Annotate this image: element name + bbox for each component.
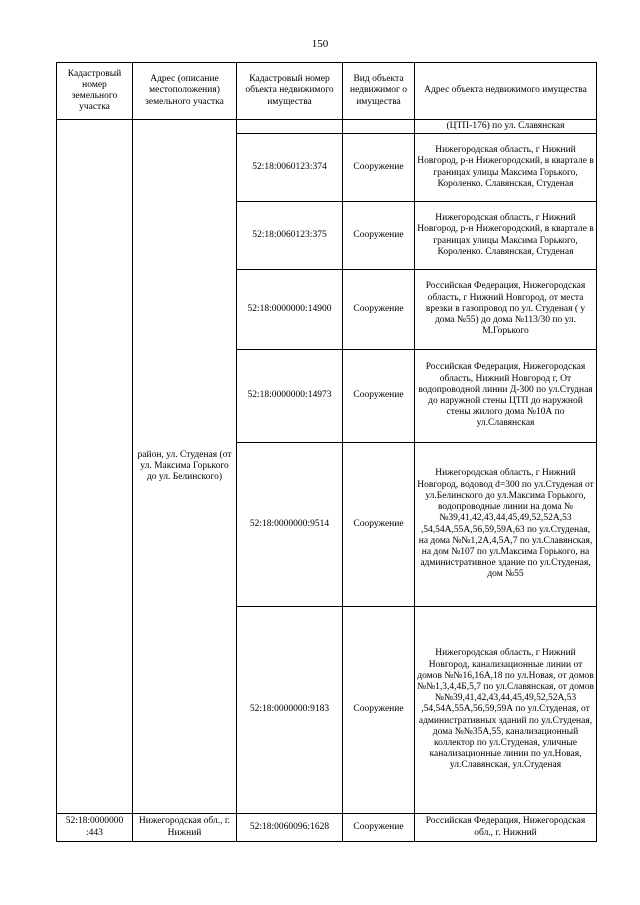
object-cadastral-cell <box>237 120 343 134</box>
object-address-cell: Российская Федерация, Нижегородская область, г Нижний Новгород, от места врезки в газопровод по ул. Студеная ( у дома №55) до дома №113/30 по ул. М.Горького <box>415 270 597 350</box>
object-type-cell: Сооружение <box>343 134 415 202</box>
header-object-cadastral: Кадастровый номер объекта недвижимого имущества <box>237 63 343 120</box>
object-address-cell: Нижегородская область, г Нижний Новгород, канализационные линии от домов №№16,16А,18 по ул.Новая, от домов №№1,3,4,4Б,5,7 по ул.Славянская, от домов №№39,41,42,43,44,45,49,52,52А,53 ,54,54А,55А,56,59,59А по ул.Студеная, от административных зданий по ул.Студеная, дома №№35А,55, канализационный коллектор по ул.Студеная, уличные канализационные линии по ул.Новая, ул.Славянская, ул.Студеная <box>415 607 597 814</box>
object-address-cell: Нижегородская область, г Нижний Новгород, р-н Нижегородский, в квартале в границах улицы Максима Горького, Короленко. Славянская, Студеная <box>415 202 597 270</box>
object-address-cell: Нижегородская область, г Нижний Новгород, водовод d=300 по ул.Студеная от ул.Белинского до ул.Максима Горького, водопроводные линии на дома №№39,41,42,43,44,45,49,52,52А,53 ,54,54А,55А,56,59,59А,63 по ул.Студеная, на дома №№1,2А,4,5А,7 по ул.Славянская, на дом №107 по ул.Максима Горького, на административное здание по ул.Студеная, дом №55 <box>415 443 597 607</box>
object-type-cell: Сооружение <box>343 202 415 270</box>
land-cadastral-cell <box>57 120 133 814</box>
object-cadastral-cell: 52:18:0000000:14900 <box>237 270 343 350</box>
object-type-cell: Сооружение <box>343 350 415 443</box>
object-cadastral-cell: 52:18:0060096:1628 <box>237 814 343 842</box>
object-type-cell: Сооружение <box>343 270 415 350</box>
object-type-cell <box>343 120 415 134</box>
table-row <box>57 120 597 134</box>
object-address-cell: Российская Федерация, Нижегородская обл., г. Нижний <box>415 814 597 842</box>
object-type-cell: Сооружение <box>343 814 415 842</box>
table-row <box>57 814 597 842</box>
object-type-cell: Сооружение <box>343 443 415 607</box>
land-address-cell: Нижегородская обл., г. Нижний <box>133 814 237 842</box>
header-object-type: Вид объекта недвижимог о имущества <box>343 63 415 120</box>
header-object-address: Адрес объекта недвижимого имущества <box>415 63 597 120</box>
object-address-cell: Российская Федерация, Нижегородская область, Нижний Новгород г, От водопроводной линии Д-300 по ул.Студная до наружной стены ЦТП до наружной стены жилого дома №10А по ул.Славянская <box>415 350 597 443</box>
table-header-row <box>57 63 597 120</box>
land-address-cell: район, ул. Студеная (от ул. Максима Горького до ул. Белинского) <box>133 120 237 814</box>
header-land-cadastral: Кадастровый номер земельного участка <box>57 63 133 120</box>
object-type-cell: Сооружение <box>343 607 415 814</box>
object-cadastral-cell: 52:18:0000000:9183 <box>237 607 343 814</box>
header-land-address: Адрес (описание местоположения) земельного участка <box>133 63 237 120</box>
object-cadastral-cell: 52:18:0000000:9514 <box>237 443 343 607</box>
object-address-cell: (ЦТП-176) по ул. Славянская <box>415 120 597 134</box>
page-number: 150 <box>311 38 329 50</box>
object-address-cell: Нижегородская область, г Нижний Новгород, р-н Нижегородский, в квартале в границах улицы Максима Горького, Короленко. Славянская, Студеная <box>415 134 597 202</box>
object-cadastral-cell: 52:18:0000000:14973 <box>237 350 343 443</box>
land-cadastral-cell: 52:18:0000000 :443 <box>57 814 133 842</box>
cadastral-table <box>56 62 597 842</box>
object-cadastral-cell: 52:18:0060123:375 <box>237 202 343 270</box>
object-cadastral-cell: 52:18:0060123:374 <box>237 134 343 202</box>
